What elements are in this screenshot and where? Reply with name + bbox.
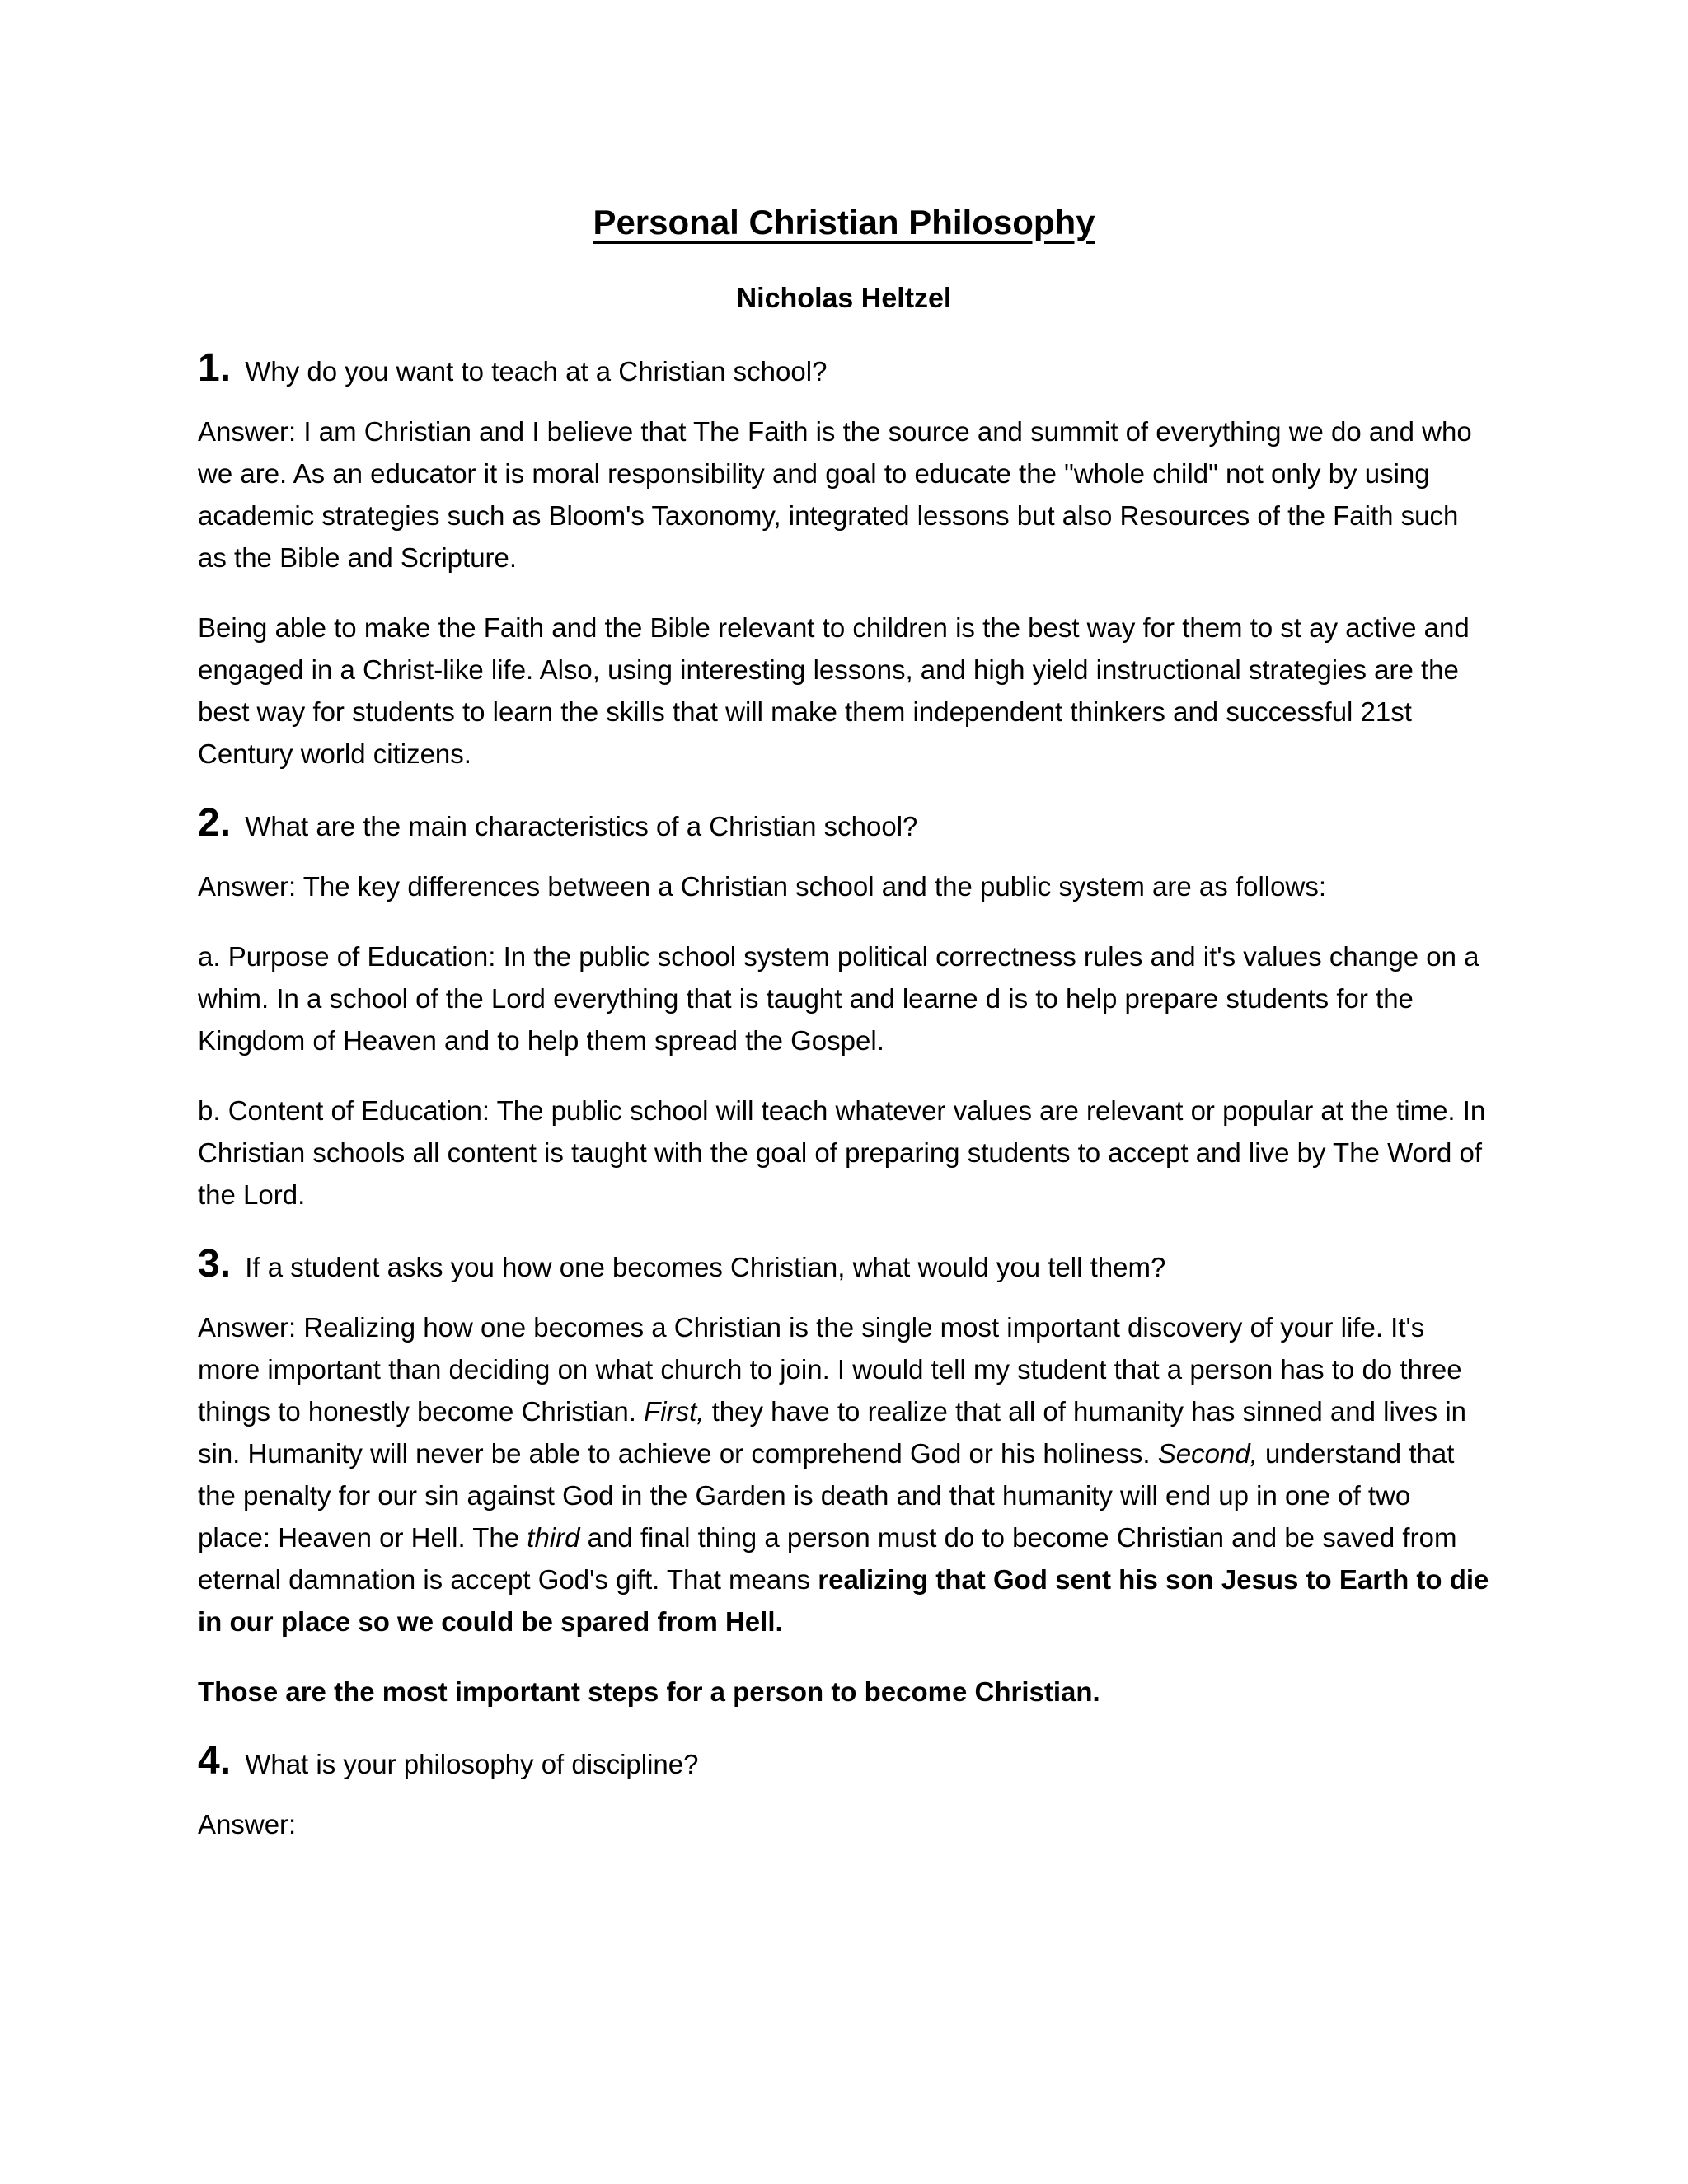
answer-2-paragraph-1: Answer: The key differences between a Christian school and the public system are as follows: xyxy=(198,871,1326,902)
answer-1-paragraph-2: Being able to make the Faith and the Bible relevant to children is the best way for them to st ay active and engaged in a Christ-like life. Also, using interesting lessons, and high yield instructional strategies are the best way for students to learn the skills that will make them independent thinkers and successful 21st Century world citizens. xyxy=(198,612,1470,769)
document-title: Personal Christian Philosophy xyxy=(593,203,1095,241)
question-3-number: 3. xyxy=(198,1242,232,1286)
question-1-text: Why do you want to teach at a Christian school? xyxy=(245,356,828,387)
answer-3-paragraph-1 xyxy=(198,1306,1490,1643)
answer-2-paragraph-2: a. Purpose of Education: In the public school system political correctness rules and it's values change on a whim. In a school of the Lord everything that is taught and learne d is to help prepare students for the Kingdom of Heaven and to help them spread the Gospel. xyxy=(198,941,1479,1056)
answer-3-bold-statement: realizing that God sent his son Jesus to Earth to die in our place so we could be spared from Hell. xyxy=(198,1564,1489,1637)
question-3-text: If a student asks you how one becomes Christian, what would you tell them? xyxy=(245,1252,1166,1282)
question-2 xyxy=(198,803,1490,847)
answer-3-text-part-3: understand that the penalty for our sin against God in the Garden is death and that humanity will end up in one of two place: Heaven or Hell. The xyxy=(198,1438,1455,1553)
answer-3-first: First, xyxy=(644,1396,705,1427)
answer-3-paragraph-2: Those are the most important steps for a person to become Christian. xyxy=(198,1676,1100,1707)
question-4 xyxy=(198,1741,1490,1785)
answer-3-second: Second, xyxy=(1157,1438,1258,1469)
question-1 xyxy=(198,348,1490,392)
question-2-text: What are the main characteristics of a Christian school? xyxy=(245,811,918,841)
answer-1-paragraph-1: Answer: I am Christian and I believe that The Faith is the source and summit of everything we do and who we are. As an educator it is moral responsibility and goal to educate the "whole child" not only by using academic strategies such as Bloom's Taxonomy, integrated lessons but also Resources of the Faith such as the Bible and Scripture. xyxy=(198,416,1472,573)
question-2-number: 2. xyxy=(198,801,232,845)
question-4-text: What is your philosophy of discipline? xyxy=(245,1749,699,1779)
answer-3-text-part-1: Answer: Realizing how one becomes a Christian is the single most important discovery of your life. It's more important than deciding on what church to join. I would tell my student that a person has to do three things to honestly become Christian. xyxy=(198,1312,1462,1427)
answer-2-paragraph-3: b. Content of Education: The public school will teach whatever values are relevant or popular at the time. In Christian schools all content is taught with the goal of preparing students to accept and live by The Word of the Lord. xyxy=(198,1095,1486,1210)
question-4-number: 4. xyxy=(198,1739,232,1783)
answer-3-text-part-4: and final thing a person must do to become Christian and be saved from eternal damnation is accept God's gift. That means xyxy=(198,1522,1457,1595)
question-3 xyxy=(198,1244,1490,1288)
question-1-number: 1. xyxy=(198,346,232,390)
author-name: Nicholas Heltzel xyxy=(736,283,952,314)
answer-4-paragraph-1: Answer: xyxy=(198,1809,297,1840)
answer-3-text-part-2: they have to realize that all of humanity has sinned and lives in sin. Humanity will never be able to achieve or comprehend God or his holiness. xyxy=(198,1396,1467,1469)
answer-3-third: third xyxy=(527,1522,580,1553)
